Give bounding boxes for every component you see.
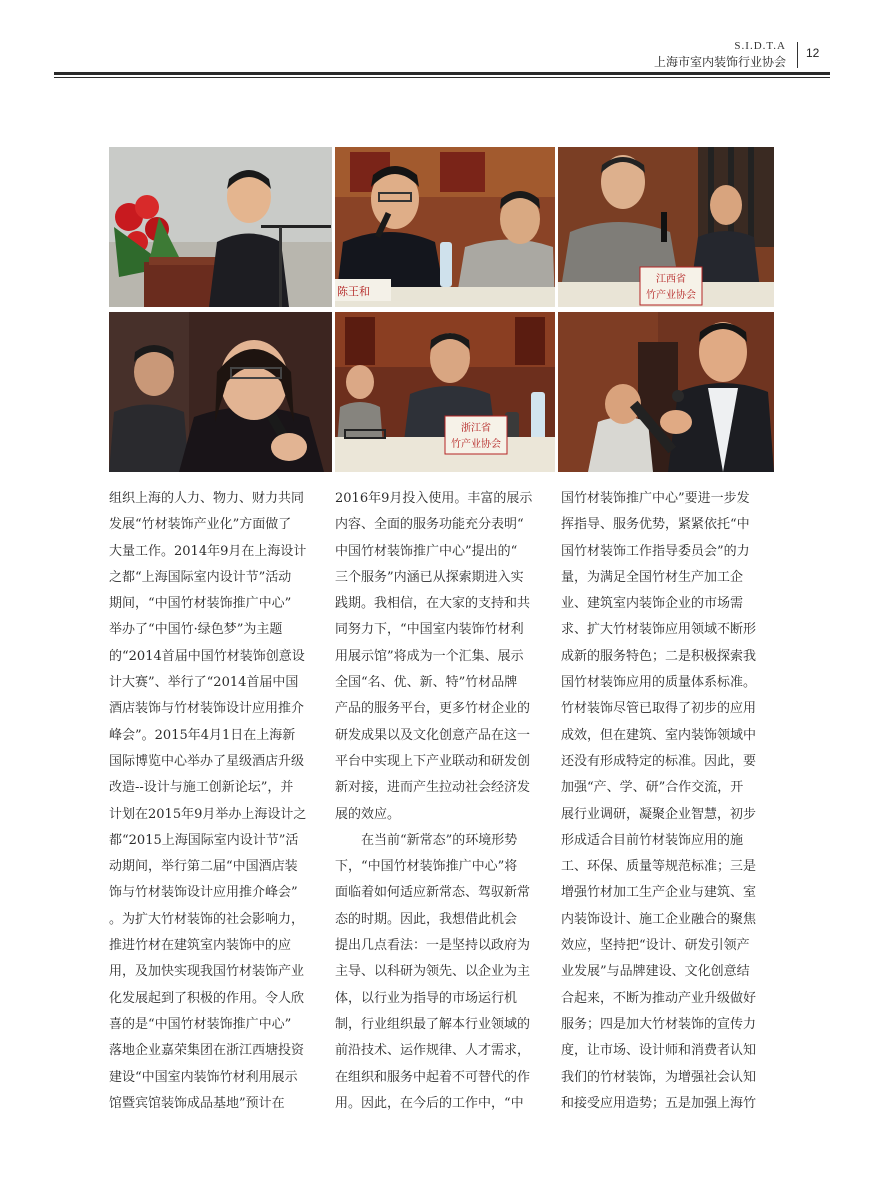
article-line: 展行业调研，凝聚企业智慧，初步: [561, 806, 757, 822]
article-line: 全国“名、优、新、特”竹材品牌: [335, 675, 518, 691]
article-line: 内容、全面的服务功能充分表明“: [335, 517, 524, 533]
article-line: 体，以行业为指导的市场运行机: [335, 990, 518, 1006]
article-line: 和接受应用造势；五是加强上海竹: [561, 1095, 757, 1111]
article-line: 改造--设计与施工创新论坛”，并: [109, 780, 294, 796]
article-line: 合起来，不断为推动产业升级做好: [561, 990, 757, 1006]
article-line: 。为扩大竹材装饰的社会影响力，: [109, 911, 305, 927]
article-line: 中国竹材装饰推广中心”提出的“: [335, 543, 518, 559]
header-rule-thin: [54, 77, 830, 78]
article-line: 动期间，举行第二届“中国酒店装: [109, 859, 298, 875]
article-line: 新对接，进而产生拉动社会经济发: [335, 780, 531, 796]
article-line: 态的时期。因此，我想借此机会: [335, 911, 518, 927]
association-name: 上海市室内装饰行业协会: [653, 55, 786, 69]
article-line: 竹材装饰尽管已取得了初步的应用: [561, 701, 757, 717]
article-line: 产品的服务平台，更多竹材企业的: [335, 701, 531, 717]
article-line: 国竹材装饰工作指导委员会”的力: [561, 543, 750, 559]
photo-man-speaker: [558, 312, 774, 472]
article-column-2: [335, 486, 548, 1117]
article-line: 形成适合目前竹材装饰应用的施: [561, 832, 744, 848]
article-line: 量，为满足全国竹材生产加工企: [561, 569, 744, 585]
photo-speaker-jiangxi: [558, 147, 774, 307]
article-line: 的“2014首届中国竹材装饰创意设: [109, 648, 305, 664]
article-line: 工、环保、质量等规范标准；三是: [561, 859, 757, 875]
article-line: 成新的服务特色；二是积极探索我: [561, 648, 757, 664]
article-column-3: [561, 486, 774, 1117]
article-line: 度，让市场、设计师和消费者认知: [561, 1043, 757, 1059]
photo-woman-speaker: [109, 312, 332, 472]
association-abbreviation: S.I.D.T.A: [734, 40, 786, 52]
article-line: 内装饰设计、施工企业融合的聚焦: [561, 911, 757, 927]
article-line: 三个服务”内涵已从探索期进入实: [335, 569, 524, 585]
article-line: 用，及加快实现我国竹材装饰产业: [109, 964, 305, 980]
article-line: 期间，“中国竹材装饰推广中心”: [109, 596, 292, 612]
article-line: 国际博览中心举办了星级酒店升级: [109, 753, 305, 769]
page-header: [0, 0, 884, 80]
article-line: 酒店装饰与竹材装饰设计应用推介: [109, 701, 305, 717]
article-line: 效应，坚持把“设计、研发引领产: [561, 938, 750, 954]
article-line: 化发展起到了积极的作用。令人欣: [109, 990, 305, 1006]
article-line: 服务；四是加大竹材装饰的宣传力: [561, 1016, 757, 1032]
article-line: 成效，但在建筑、室内装饰领域中: [561, 727, 757, 743]
article-line: 组织上海的人力、物力、财力共同: [109, 491, 305, 506]
photo-speaker-zhejiang: [335, 312, 555, 472]
article-line: 同努力下，“中国室内装饰竹材利: [335, 622, 524, 638]
page-number: 12: [806, 46, 820, 60]
name-card-text: 浙江省: [461, 423, 491, 434]
article-line: 计划在2015年9月举办上海设计之: [109, 806, 307, 822]
article-line: 挥指导、服务优势，紧紧依托“中: [561, 517, 750, 533]
header-separator: [797, 42, 798, 68]
article-line: 还没有形成特定的标准。因此，要: [561, 753, 757, 769]
svg-text:竹产业协会: 竹产业协会: [451, 439, 501, 450]
article-line: 主导、以科研为领先、以企业为主: [335, 964, 531, 980]
article-line: 国竹材装饰推广中心”要进一步发: [561, 491, 750, 506]
article-line: 增强竹材加工生产企业与建筑、室: [561, 885, 757, 901]
article-line: 用。因此，在今后的工作中，“中: [335, 1095, 524, 1111]
article-line: 建设“中国室内装饰竹材利用展示: [109, 1069, 298, 1085]
article-line: 用展示馆”将成为一个汇集、展示: [335, 648, 524, 664]
article-line: 2016年9月投入使用。丰富的展示: [335, 491, 533, 506]
article-line: 馆暨宾馆装饰成品基地”预计在: [109, 1095, 285, 1111]
article-line: 提出几点看法：一是坚持以政府为: [335, 938, 531, 954]
article-line: 举办了“中国竹·绿色梦”为主题: [109, 622, 283, 638]
article-line: 前沿技术、运作规律、人才需求，: [335, 1043, 531, 1059]
name-card-text: 陈王和: [337, 285, 370, 298]
article-line: 推进竹材在建筑室内装饰中的应: [109, 938, 292, 954]
svg-text:竹产业协会: 竹产业协会: [646, 290, 696, 301]
article-line: 展的效应。: [335, 806, 401, 822]
article-line: 在当前“新常态”的环境形势: [361, 832, 518, 848]
article-column-1: [109, 486, 322, 1117]
article-line: 平台中实现上下产业联动和研发创: [335, 753, 531, 769]
header-rule-thick: [54, 72, 830, 75]
article-line: 研发成果以及文化创意产品在这一: [335, 727, 531, 743]
article-line: 制，行业组织最了解本行业领域的: [335, 1016, 531, 1032]
article-line: 在组织和服务中起着不可替代的作: [335, 1069, 531, 1085]
photo-speaker-podium: [109, 147, 332, 307]
article-line: 业、建筑室内装饰企业的市场需: [561, 596, 744, 612]
article-line: 落地企业嘉荣集团在浙江西塘投资: [109, 1043, 305, 1059]
article-line: 计大赛”、举行了“2014首届中国: [109, 675, 299, 691]
article-line: 我们的竹材装饰，为增强社会认知: [561, 1069, 757, 1085]
article-line: 面临着如何适应新常态、驾驭新常: [335, 885, 531, 901]
article-line: 大量工作。2014年9月在上海设计: [109, 543, 307, 559]
article-line: 之都“上海国际室内设计节”活动: [109, 569, 292, 585]
article-line: 下，“中国竹材装饰推广中心”将: [335, 859, 518, 875]
article-line: 饰与竹材装饰设计应用推介峰会”: [109, 885, 298, 901]
photo-speaker-microphone: [335, 147, 555, 307]
article-line: 践期。我相信，在大家的支持和共: [335, 596, 531, 612]
article-line: 业发展”与品牌建设、文化创意结: [561, 964, 750, 980]
article-line: 国竹材装饰应用的质量体系标准。: [561, 675, 757, 691]
article-line: 加强“产、学、研”合作交流，开: [561, 780, 744, 796]
name-card-text: 江西省: [656, 274, 686, 285]
article-line: 都“2015上海国际室内设计节”活: [109, 832, 299, 848]
article-line: 喜的是“中国竹材装饰推广中心”: [109, 1016, 292, 1032]
article-line: 发展“竹材装饰产业化”方面做了: [109, 517, 292, 533]
article-line: 峰会”。2015年4月1日在上海新: [109, 727, 296, 743]
article-line: 求、扩大竹材装饰应用领域不断形: [561, 622, 757, 638]
